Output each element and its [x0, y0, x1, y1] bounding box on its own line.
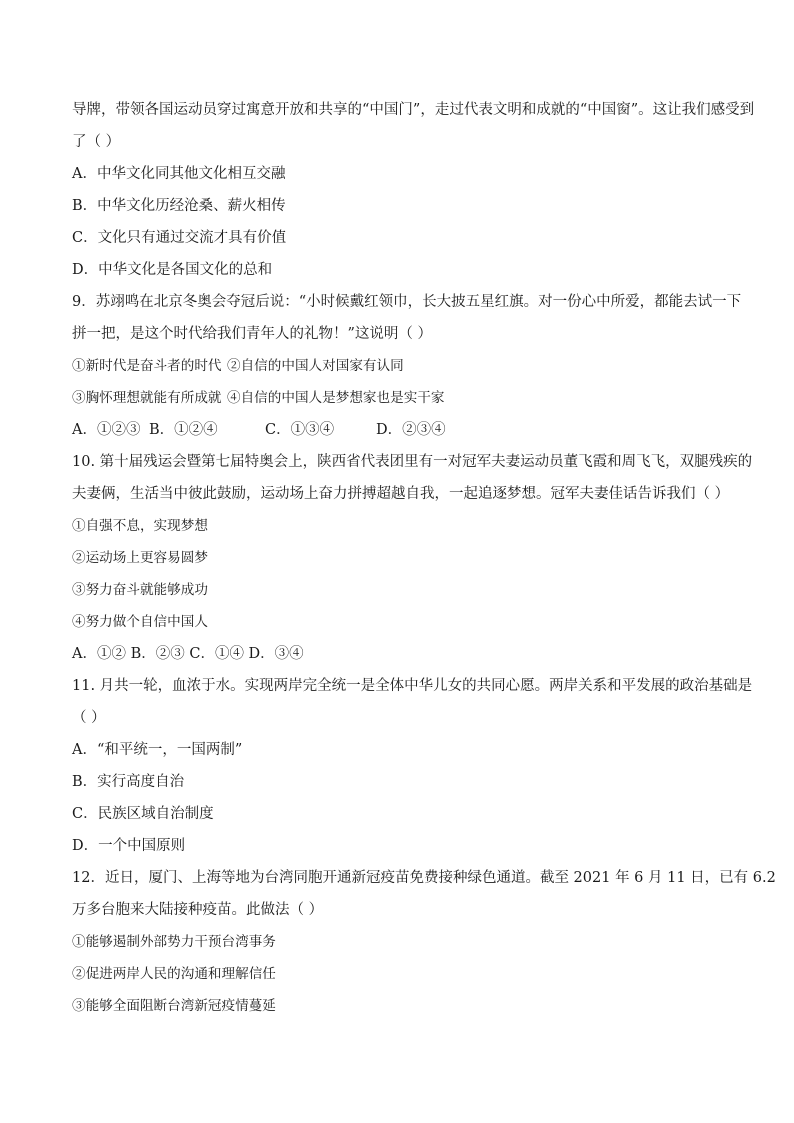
q11-option-b: B．实行高度自治 — [72, 774, 185, 790]
q12-statement-1: ①能够遏制外部势力干预台湾事务 — [72, 934, 276, 950]
q9-statement-1: ①新时代是奋斗者的时代 — [72, 358, 222, 374]
q10-statement-4: ④努力做个自信中国人 — [72, 614, 208, 630]
q8-line1: 导牌，带领各国运动员穿过寓意开放和共享的“中国门”，走过代表文明和成就的“中国窗”。这让我们感受到 — [72, 102, 755, 118]
q9-line1: 9．苏翊鸣在北京冬奥会夺冠后说：“小时候戴红领巾，长大披五星红旗。对一份心中所爱，都能去试一下 — [72, 294, 742, 310]
q9-statement-3: ③胸怀理想就能有所成就 — [72, 390, 222, 406]
q9-statement-4: ④自信的中国人是梦想家也是实干家 — [227, 390, 445, 406]
q11-option-c: C．民族区域自治制度 — [72, 806, 214, 822]
q9-choice-a: A．①②③ — [72, 422, 141, 438]
q8-option-a: A．中华文化同其他文化相互交融 — [72, 166, 286, 182]
q10-choices: A．①② B．②③ C．①④ D．③④ — [72, 646, 304, 662]
q11-line2: （ ） — [72, 710, 106, 726]
q9-choice-d: D．②③④ — [376, 422, 446, 438]
q9-statement-2: ②自信的中国人对国家有认同 — [227, 358, 404, 374]
q8-line2: 了（ ） — [72, 134, 121, 150]
q9-statements-row2 — [72, 388, 445, 408]
q10-statement-1: ①自强不息，实现梦想 — [72, 518, 208, 534]
q12-line1: 12．近日，厦门、上海等地为台湾同胞开通新冠疫苗免费接种绿色通道。截至 2021 年 6 月 11 日，已有 6.2 — [72, 870, 776, 886]
q11-line1: 11. 月共一轮，血浓于水。实现两岸完全统一是全体中华儿女的共同心愿。两岸关系和平发展的政治基础是 — [72, 678, 753, 694]
q10-line1: 10. 第十届残运会暨第七届特奥会上，陕西省代表团里有一对冠军夫妻运动员董飞霞和周飞飞，双腿残疾的 — [72, 454, 753, 470]
q12-line2: 万多台胞来大陆接种疫苗。此做法（ ） — [72, 902, 324, 918]
q11-option-d: D．一个中国原则 — [72, 838, 186, 854]
q11-option-a: A．“和平统一，一国两制” — [72, 742, 243, 758]
q10-statement-2: ②运动场上更容易圆梦 — [72, 550, 208, 566]
q12-statement-2: ②促进两岸人民的沟通和理解信任 — [72, 966, 276, 982]
q10-line2: 夫妻俩，生活当中彼此鼓励，运动场上奋力拼搏超越自我，一起追逐梦想。冠军夫妻佳话告诉我们（ ） — [72, 486, 730, 502]
q9-statements-row1 — [72, 356, 404, 376]
q10-statement-3: ③努力奋斗就能够成功 — [72, 582, 208, 598]
q12-statement-3: ③能够全面阻断台湾新冠疫情蔓延 — [72, 998, 276, 1014]
q8-option-d: D．中华文化是各国文化的总和 — [72, 262, 273, 278]
q9-choice-b: B．①②④ — [149, 422, 218, 438]
q9-choice-c: C．①③④ — [265, 422, 335, 438]
q9-line2: 拼一把，是这个时代给我们青年人的礼物！”这说明（ ） — [72, 326, 433, 342]
q9-choices — [72, 420, 446, 440]
q8-option-c: C．文化只有通过交流才具有价值 — [72, 230, 287, 246]
q8-option-b: B．中华文化历经沧桑、薪火相传 — [72, 198, 286, 214]
